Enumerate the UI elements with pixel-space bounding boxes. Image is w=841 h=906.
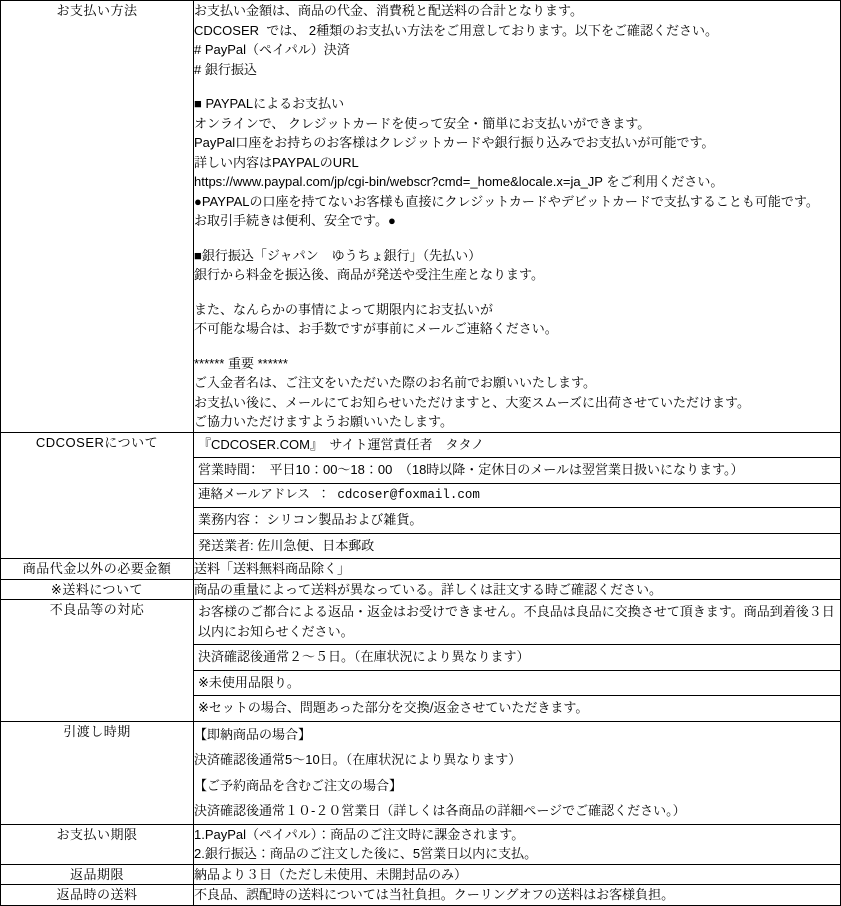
row-label-defective-goods: 不良品等の対応 (1, 600, 194, 722)
sub-row: お客様のご都合による返品・返金はお受けできません。不良品は良品に交換させて頂きます。商品到着後３日以内にお知らせください。 (194, 600, 840, 645)
text-line: ■銀行振込「ジャパン ゆうちょ銀行」（先払い） (194, 247, 482, 263)
text-line: # 銀行振込 (194, 61, 257, 77)
table-body (1, 1, 841, 906)
sub-row: 決済確認後通常２～５日。（在庫状況により異なります） (194, 645, 840, 671)
row-content-about-cdcoser (194, 432, 841, 559)
table-row (1, 885, 841, 906)
sub-row-group (194, 433, 840, 559)
spacer (194, 339, 840, 354)
text-line: お支払い後に、メールにてお知らせいただけますと、大変スムーズに出荷させていただけます。 (194, 394, 751, 410)
text-line: # PayPal（ペイパル）決済 (194, 42, 350, 57)
paypal-url-line: https://www.paypal.com/jp/cgi-bin/webscr?cmd=_home&locale.x=ja_JP をご利用ください。 (194, 174, 724, 189)
sub-row: 『CDCOSER.COM』 サイト運営責任者 タタノ (194, 433, 840, 459)
row-content-extra-fees (194, 559, 841, 580)
table-row (1, 824, 841, 864)
sub-row: ※セットの場合、問題あった部分を交換/返金させていただきます。 (198, 700, 589, 716)
text-line: 不良品、誤配時の送料については当社負担。クーリングオフの送料はお客様負担。 (194, 887, 675, 903)
spacer (194, 231, 840, 246)
row-label-payment-deadline: お支払い期限 (1, 824, 194, 864)
text-line: また、なんらかの事情によって期限内にお支払いが (194, 301, 494, 317)
table-row (1, 600, 841, 722)
text-line: 納品より３日（ただし未使用、未開封品のみ） (194, 866, 468, 882)
text-line: 2.銀行振込：商品のご注文した後に、5営業日以内に支払。 (194, 846, 538, 862)
table-row (1, 1, 841, 433)
text-line: 【ご予約商品を含むご注文の場合】 (194, 777, 403, 793)
text-line: PayPal口座をお持ちのお客様はクレジットカードや銀行振り込みでお支払いが可能です。 (194, 135, 715, 150)
text-line: ご協力いただけますようお願いいたします。 (194, 414, 453, 429)
text-line: 詳しい内容はPAYPALのURL (194, 154, 359, 170)
text-line: お取引手続きは便利、安全です。● (194, 213, 396, 228)
row-content-payment-deadline (194, 824, 841, 864)
sub-row: 業務内容： シリコン製品および雑貨。 (194, 508, 840, 534)
row-label-return-deadline: 返品期限 (1, 864, 194, 885)
spacer (194, 285, 840, 300)
row-label-about-cdcoser: CDCOSERについて (1, 432, 194, 559)
row-content-payment-method (194, 1, 841, 433)
text-line: ****** 重要 ****** (194, 355, 288, 371)
row-label-shipping-fee: ※送料について (1, 579, 194, 600)
text-line: 1.PayPal（ペイパル）：商品のご注文時に課金されます。 (194, 826, 525, 842)
text-line: 銀行から料金を振込後、商品が発送や受注生産となります。 (194, 267, 544, 282)
sub-row: ※未使用品限り。 (194, 671, 840, 697)
text-line: 商品の重量によって送料が異なっている。詳しくは註文する時ご確認ください。 (194, 581, 663, 597)
text-line: ご入金者名は、ご注文をいただいた際のお名前でお願いいたします。 (194, 375, 596, 390)
row-label-delivery-time: 引渡し時期 (1, 721, 194, 824)
row-content-shipping-fee (194, 579, 841, 600)
text-line: お支払い金額は、商品の代金、消費税と配送料の合計となります。 (194, 3, 583, 18)
table-row (1, 864, 841, 885)
table-row (1, 432, 841, 559)
table-row (1, 579, 841, 600)
row-label-payment-method: お支払い方法 (1, 1, 194, 433)
sub-row-email: 連絡メールアドレス ： cdcoser@foxmail.com (194, 484, 840, 509)
row-content-return-shipping (194, 885, 841, 906)
spacer (194, 79, 840, 94)
sub-row: 発送業者: 佐川急便、日本郵政 (198, 537, 375, 553)
text-line: 【即納商品の場合】 (194, 726, 312, 742)
text-line: ■ PAYPALによるお支払い (194, 96, 345, 111)
row-content-defective-goods (194, 600, 841, 722)
text-line: 不可能な場合は、お手数ですが事前にメールご連絡ください。 (194, 321, 558, 336)
table-row (1, 559, 841, 580)
text-line: オンラインで、 クレジットカードを使って安全・簡単にお支払いができます。 (194, 115, 651, 131)
row-content-delivery-time (194, 721, 841, 824)
sub-row: 営業時間： 平日10：00～18：00 （18時以降・定休日のメールは翌営業日扱いになります。） (194, 458, 840, 484)
text-line: CDCOSER では、 2種類のお支払い方法をご用意しております。以下をご確認ください。 (194, 22, 719, 38)
text-line: 送料「送料無料商品除く」 (194, 561, 351, 577)
text-line: ●PAYPALの口座を持てないお客様も直接にクレジットカードやデビットカードで支払することも可能です。 (194, 193, 819, 209)
row-label-extra-fees: 商品代金以外の必要金額 (1, 559, 194, 580)
row-label-return-shipping: 返品時の送料 (1, 885, 194, 906)
sub-row-group (194, 600, 840, 721)
row-content-return-deadline (194, 864, 841, 885)
text-line: 決済確認後通常１０-２０営業日（詳しくは各商品の詳細ページでご確認ください。） (194, 803, 686, 819)
text-line: 決済確認後通常5～10日。（在庫状況により異なります） (194, 752, 522, 768)
table-row (1, 721, 841, 824)
